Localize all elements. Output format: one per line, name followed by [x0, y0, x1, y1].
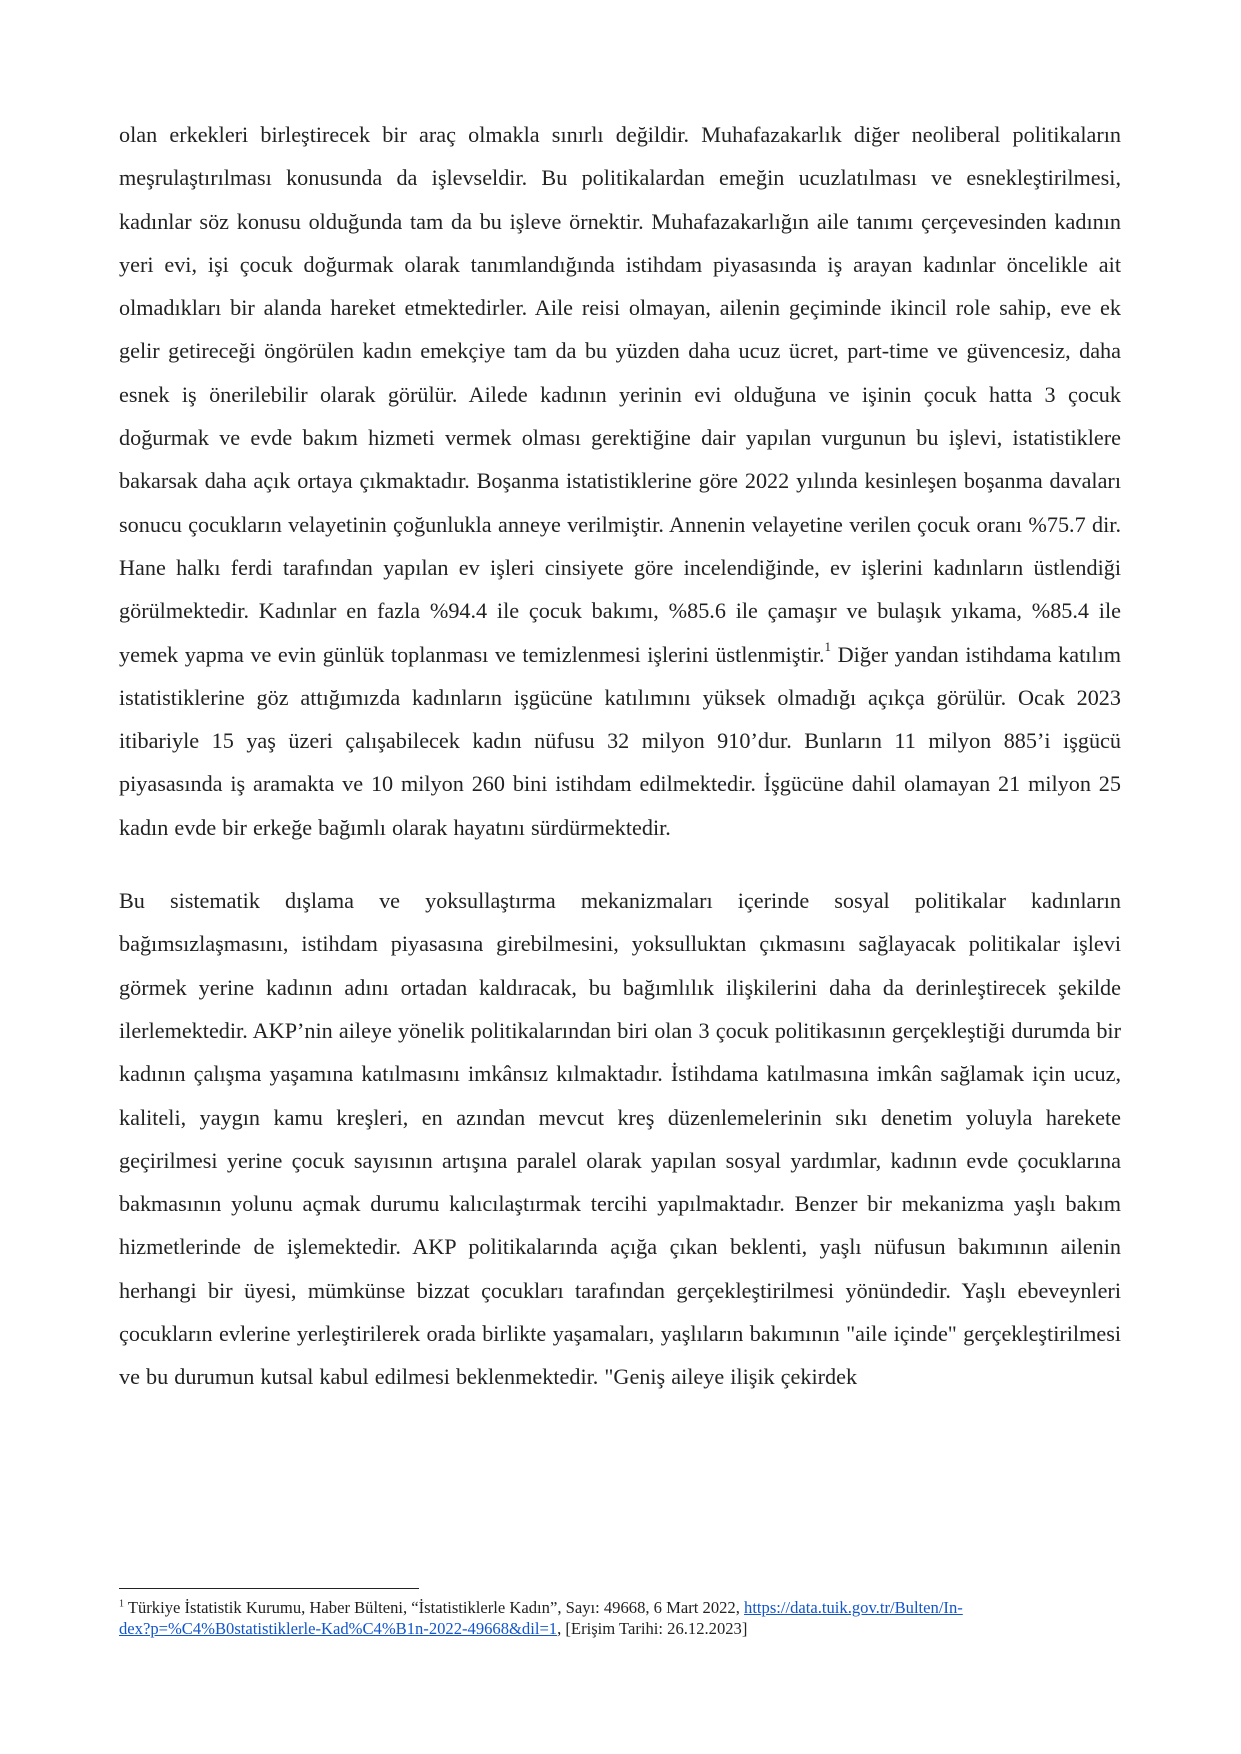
footnote-text: Türkiye İstatistik Kurumu, Haber Bülteni, “İstatistiklerle Kadın”, Sayı: 49668, 6 Mart 2022,: [124, 1598, 745, 1617]
footnote: [119, 1598, 1119, 1639]
footnote-separator: [119, 1588, 419, 1589]
footnote-link-part-2[interactable]: dex?p=%C4%B0statistiklerle-Kad%C4%B1n-2022-49668&dil=1: [119, 1618, 558, 1638]
paragraph-2: Bu sistematik dışlama ve yoksullaştırma mekanizmaları içerinde sosyal politikalar kadınların bağımsızlaşmasını, istihdam piyasasına girebilmesini, yoksulluktan çıkmasını sağlayacak politikalar işlevi görmek yerine kadının adını ortadan kaldıracak, bu bağımlılık ilişkilerini daha da derinleştirecek şekilde ilerlemektedir. AKP’nin aileye yönelik politikalarından biri olan 3 çocuk politikasının gerçekleştiği durumda bir kadının çalışma yaşamına katılmasını imkânsız kılmaktadır. İstihdama katılmasına imkân sağlamak için ucuz, kaliteli, yaygın kamu kreşleri, en azından mevcut kreş düzenlemelerinin sıkı denetim yoluyla harekete geçirilmesi yerine çocuk sayısının artışına paralel olarak yapılan sosyal yardımlar, kadının evde çocuklarına bakmasının yolunu açmak durumu kalıcılaştırmak tercihi yapılmaktadır. Benzer bir mekanizma yaşlı bakım hizmetlerinde de işlemektedir. AKP politikalarında açığa çıkan beklenti, yaşlı nüfusun bakımının ailenin herhangi bir üyesi, mümkünse bizzat çocukları tarafından gerçekleştirilmesi yönündedir. Yaşlı ebeveynleri çocukların evlerine yerleştirilerek orada birlikte yaşamaları, yaşlıların bakımının "aile içinde" gerçekleştirilmesi ve bu durumun kutsal kabul edilmesi beklenmektedir. "Geniş aileye ilişik çekirdek: [119, 888, 1121, 1390]
footnote-access-date: , [Erişim Tarihi: 26.12.2023]: [557, 1618, 748, 1638]
body-text: [119, 113, 1121, 1399]
paragraph-1: [119, 113, 1121, 849]
footnote-reference[interactable]: 1: [824, 639, 832, 655]
paragraph-1-text-a: olan erkekleri birleştirecek bir araç olmakla sınırlı değildir. Muhafazakarlık diğer neoliberal politikaların meşrulaştırılması konusunda da işlevseldir. Bu politikalardan emeğin ucuzlatılması ve esnekleştirilmesi, kadınlar söz konusu olduğunda tam da bu işleve örnektir. Muhafazakarlığın aile tanımı çerçevesinden kadının yeri evi, işi çocuk doğurmak olarak tanımlandığında istihdam piyasasında iş arayan kadınlar öncelikle ait olmadıkları bir alanda hareket etmektedirler. Aile reisi olmayan, ailenin geçiminde ikincil role sahip, eve ek gelir getireceği öngörülen kadın emekçiye tam da bu yüzden daha ucuz ücret, part-time ve güvencesiz, daha esnek iş önerilebilir olarak görülür. Ailede kadının yerinin evi olduğuna ve işinin çocuk hatta 3 çocuk doğurmak ve evde bakım hizmeti vermek olması gerektiğine dair yapılan vurgunun bu işlevi, istatistiklere bakarsak daha açık ortaya çıkmaktadır. Boşanma istatistiklerine göre 2022 yılında kesinleşen boşanma davaları sonucu çocukların velayetinin çoğunlukla anneye verilmiştir. Annenin velayetine verilen çocuk oranı %75.7 dir. Hane halkı ferdi tarafından yapılan ev işleri cinsiyete göre incelendiğinde, ev işlerini kadınların üstlendiği görülmektedir. Kadınlar en fazla %94.4 ile çocuk bakımı, %85.6 ile çamaşır ve bulaşık yıkama, %85.4 ile yemek yapma ve evin günlük toplanması ve temizlenmesi işlerini üstlenmiştir.: [119, 122, 1121, 667]
paragraph-1-text-b: Diğer yandan istihdama katılım istatistiklerine göz attığımızda kadınların işgücüne katılımını yüksek olmadığı açıkça görülür. Ocak 2023 itibariyle 15 yaş üzeri çalışabilecek kadın nüfusu 32 milyon 910’dur. Bunların 11 milyon 885’i işgücü piyasasında iş aramakta ve 10 milyon 260 bini istihdam edilmektedir. İşgücüne dahil olamayan 21 milyon 25 kadın evde bir erkeğe bağımlı olarak hayatını sürdürmektedir.: [119, 641, 1122, 840]
footnote-marker: 1: [119, 1598, 124, 1610]
footnote-link-part-1[interactable]: https://data.tuik.gov.tr/Bulten/In-: [744, 1598, 963, 1617]
